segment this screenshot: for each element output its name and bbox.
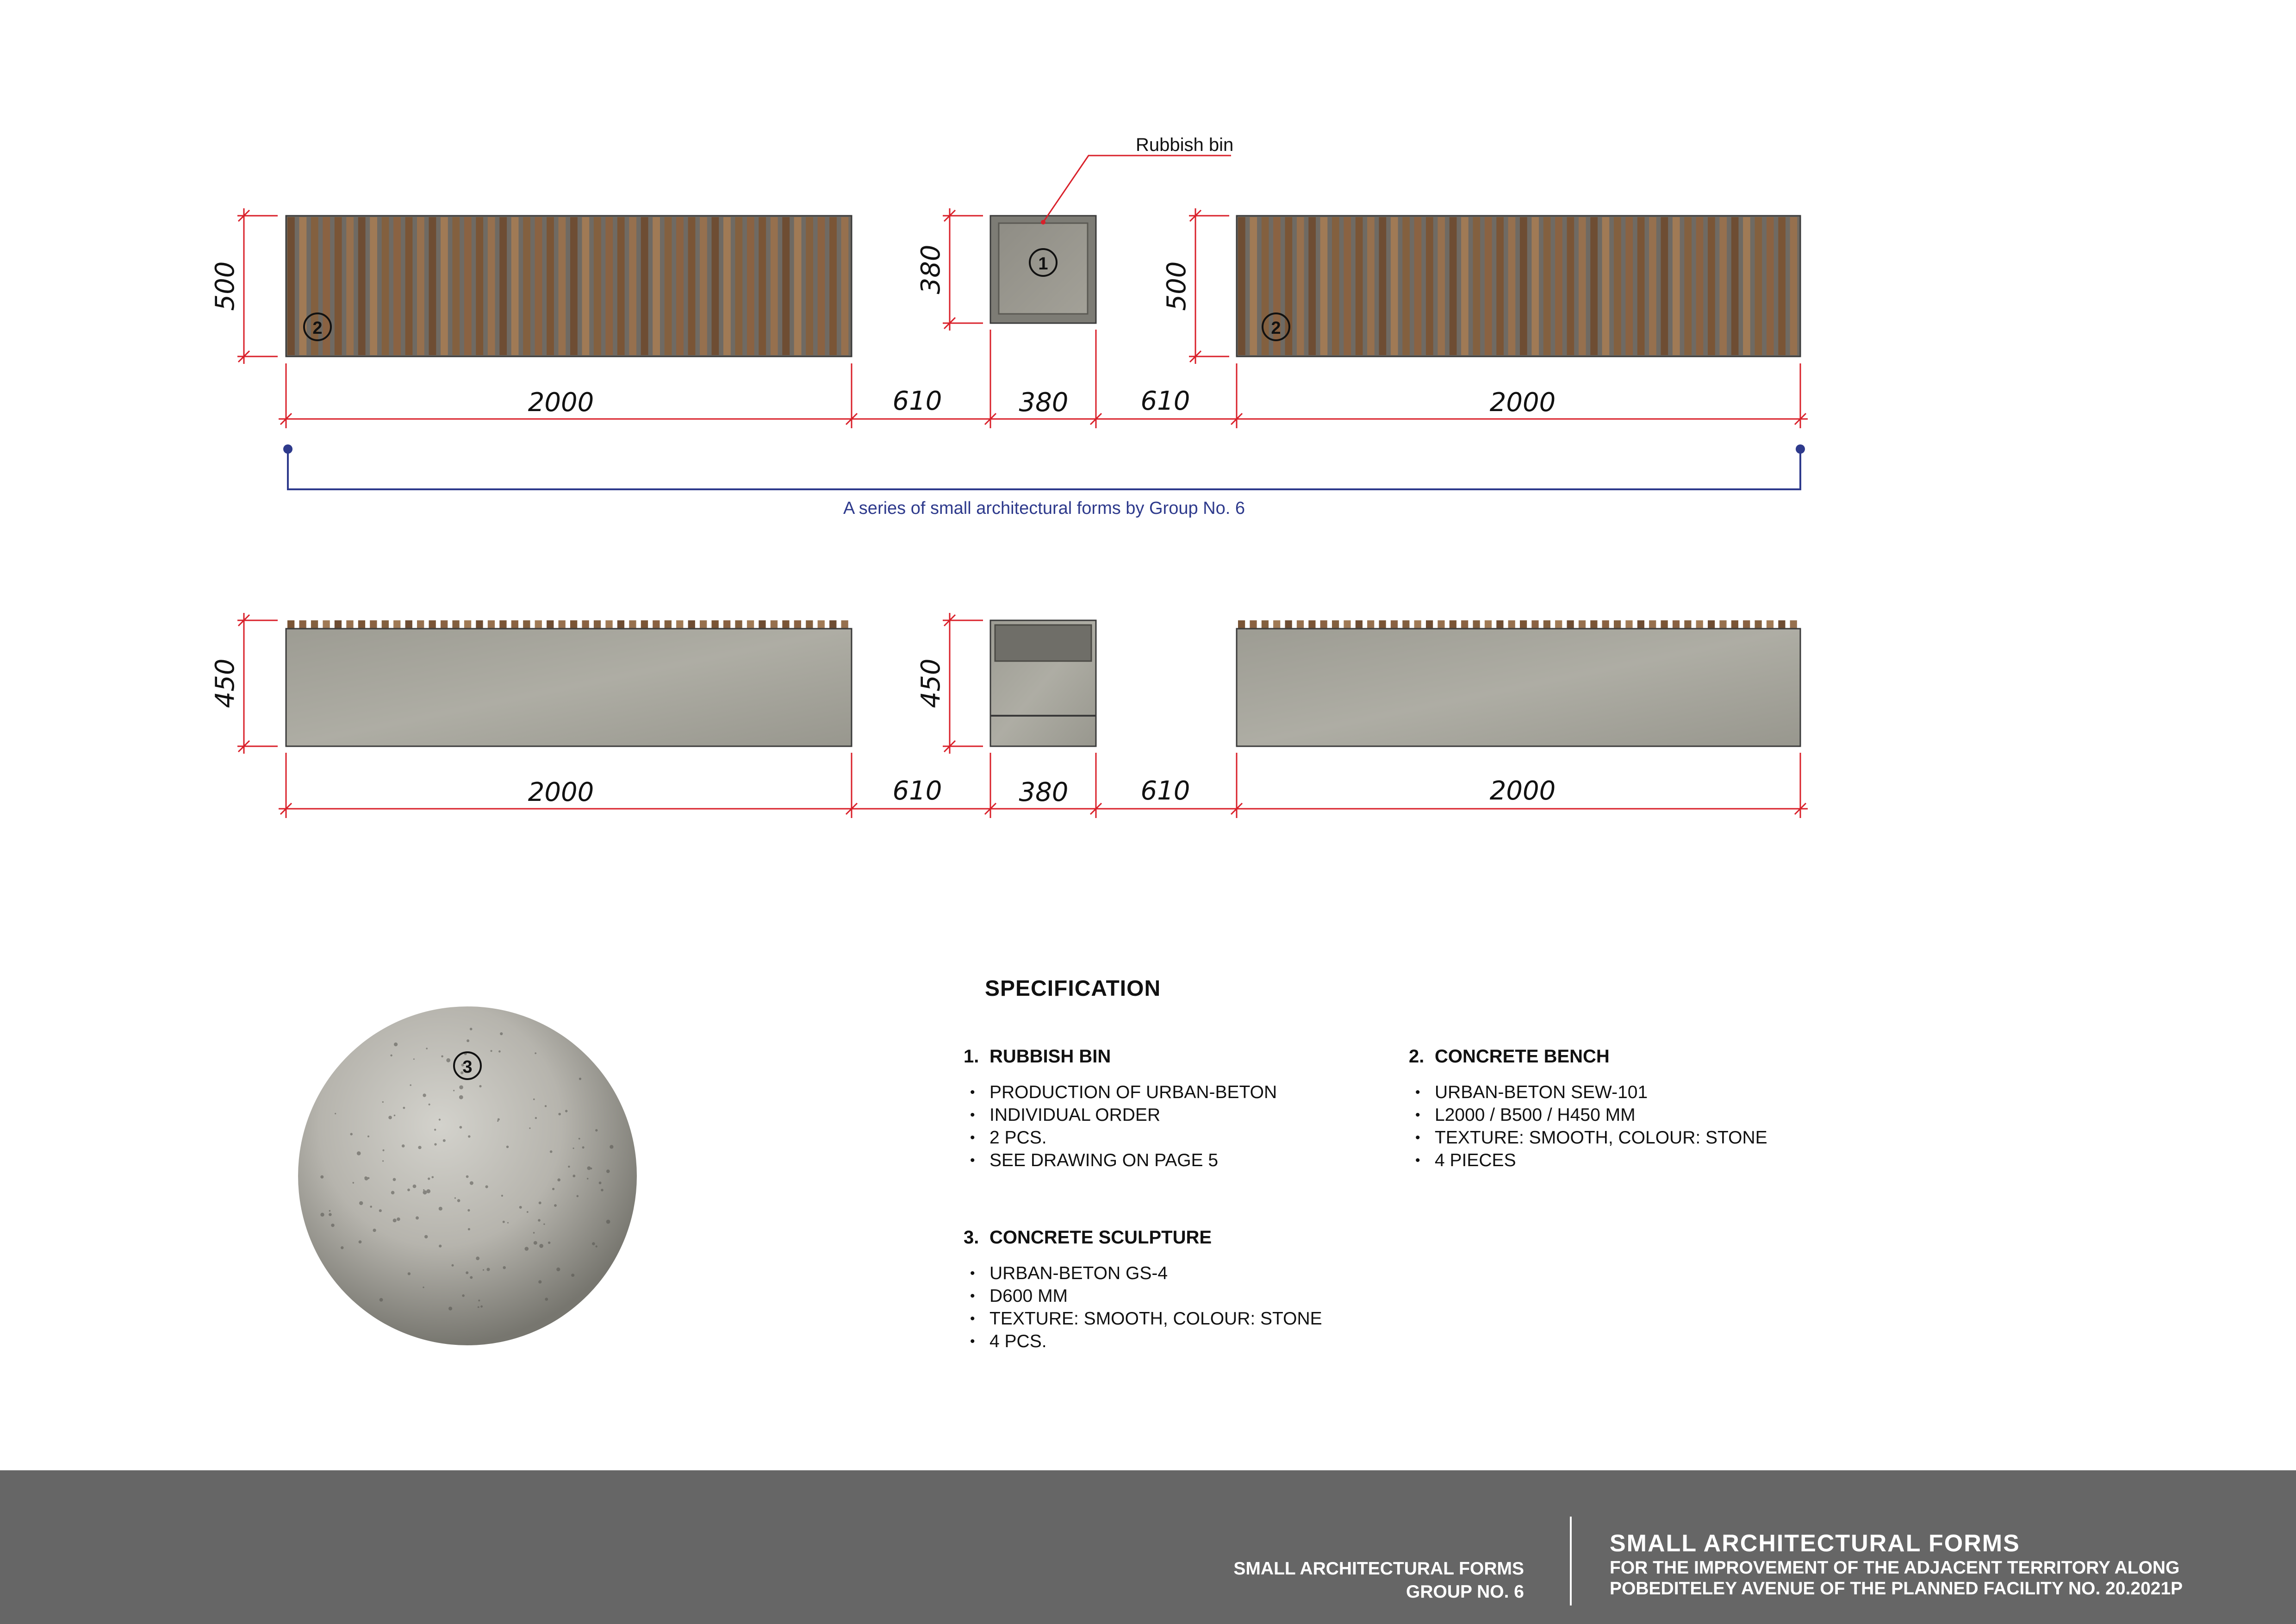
concrete-pore: [538, 1219, 541, 1222]
concrete-pore: [390, 1055, 392, 1056]
wood-slat: [1731, 217, 1739, 355]
concrete-pore: [577, 1195, 579, 1197]
concrete-pore: [479, 1085, 481, 1087]
wood-slat: [735, 217, 742, 355]
concrete-pore: [397, 1218, 400, 1221]
concrete-pore: [498, 1118, 500, 1121]
concrete-pore: [453, 1090, 454, 1091]
wood-slat: [1567, 217, 1574, 355]
footer-right: [1610, 1530, 2183, 1599]
concrete-pore: [426, 1048, 428, 1049]
wood-slat: [1391, 217, 1398, 355]
spec-item-concrete-sculpture: [964, 1227, 1426, 1353]
wood-slat: [747, 217, 754, 355]
wood-slat: [405, 217, 413, 355]
spec-detail: • D600 MM: [964, 1285, 1426, 1307]
dim-bin-width: 380: [1019, 387, 1069, 418]
concrete-pore: [539, 1244, 543, 1248]
concrete-pore: [410, 1084, 411, 1086]
concrete-pore: [596, 1245, 597, 1247]
wood-slat: [759, 217, 766, 355]
wood-slat: [1496, 217, 1504, 355]
wood-slat: [1755, 217, 1762, 355]
spec-detail: • SEE DRAWING ON PAGE 5: [964, 1149, 1426, 1172]
concrete-pore: [491, 1050, 492, 1052]
wood-slat: [771, 217, 778, 355]
spec-item-rubbish-bin: [964, 1046, 1426, 1172]
rubbish-bin-callout: [1041, 135, 1233, 225]
concrete-pore: [448, 1307, 452, 1311]
wood-slat: [1531, 217, 1539, 355]
concrete-pore: [402, 1144, 405, 1148]
concrete-pore: [466, 1271, 468, 1274]
concrete-pore: [550, 1150, 553, 1153]
spec-detail: • URBAN-BETON GS-4: [964, 1262, 1426, 1285]
wood-slat: [665, 217, 672, 355]
spec-name: CONCRETE SCULPTURE: [989, 1227, 1212, 1248]
concrete-pore: [341, 1246, 343, 1249]
dim-gap-left: 610: [892, 386, 942, 416]
wood-slat: [1297, 217, 1304, 355]
spec-name: CONCRETE BENCH: [1435, 1046, 1610, 1067]
wood-slat: [653, 217, 660, 355]
concrete-pore: [470, 1276, 473, 1279]
concrete-pore: [554, 1204, 557, 1207]
wood-slat: [335, 217, 342, 355]
wood-slat: [429, 217, 436, 355]
concrete-pore: [533, 1099, 535, 1100]
wood-slat: [1402, 217, 1410, 355]
concrete-pore: [426, 1189, 430, 1193]
dim-elev-bench-height: 450: [210, 658, 240, 708]
concrete-pore: [498, 1050, 501, 1053]
wood-slat: [1332, 217, 1339, 355]
concrete-pore: [556, 1268, 560, 1271]
concrete-pore: [587, 1178, 589, 1180]
title-block: [0, 1470, 2296, 1624]
concrete-pore: [394, 1115, 396, 1117]
concrete-pore: [545, 1105, 547, 1107]
concrete-pore: [382, 1101, 384, 1103]
wood-slat: [1778, 217, 1786, 355]
wood-slat: [417, 217, 424, 355]
wood-slat: [1238, 217, 1245, 355]
concrete-pore: [428, 1178, 430, 1180]
concrete-pore: [393, 1218, 397, 1222]
concrete-pore: [434, 1129, 436, 1131]
concrete-pore: [548, 1242, 550, 1244]
concrete-pore: [483, 1269, 484, 1271]
wood-slat: [1579, 217, 1586, 355]
concrete-pore: [485, 1185, 488, 1188]
wood-slat: [1320, 217, 1328, 355]
concrete-pore: [388, 1116, 392, 1119]
wood-slat: [594, 217, 601, 355]
plan-view: [210, 135, 1808, 518]
concrete-pore: [582, 1146, 585, 1149]
wood-slat: [570, 217, 578, 355]
group-bracket: [283, 444, 1805, 518]
concrete-pore: [439, 1245, 442, 1248]
sculpture-marker: 3: [462, 1057, 473, 1077]
wood-slat: [1625, 217, 1633, 355]
wood-slat: [1543, 217, 1551, 355]
concrete-pore: [601, 1189, 604, 1192]
concrete-pore: [533, 1232, 535, 1234]
wood-slat: [1344, 217, 1351, 355]
concrete-pore: [383, 1149, 385, 1151]
wood-slat: [476, 217, 483, 355]
concrete-pore: [573, 1148, 574, 1149]
footer-left: [1233, 1557, 1524, 1604]
wood-slat: [1767, 217, 1774, 355]
concrete-pore: [434, 1143, 436, 1145]
concrete-pore: [557, 1178, 560, 1181]
concrete-pore: [452, 1264, 454, 1267]
group-caption: A series of small architectural forms by Group No. 6: [843, 499, 1245, 518]
wood-slat: [535, 217, 542, 355]
concrete-pore: [503, 1221, 505, 1223]
concrete-pore: [468, 1135, 470, 1137]
spec-detail: • INDIVIDUAL ORDER: [964, 1104, 1426, 1126]
wood-slat: [1614, 217, 1621, 355]
concrete-pore: [359, 1201, 363, 1205]
concrete-pore: [538, 1280, 541, 1283]
concrete-pore: [403, 1107, 405, 1109]
wood-slat: [818, 217, 825, 355]
dim-gap-right: 610: [1140, 386, 1190, 416]
wood-slat: [617, 217, 625, 355]
wood-slat: [1696, 217, 1704, 355]
concrete-pore: [370, 1206, 372, 1208]
concrete-pore: [393, 1178, 396, 1181]
concrete-pore: [320, 1175, 324, 1179]
footer-subtitle-line1: FOR THE IMPROVEMENT OF THE ADJACENT TERRITORY ALONG: [1610, 1558, 2180, 1578]
concrete-pore: [373, 1229, 376, 1232]
concrete-pore: [568, 1166, 570, 1168]
concrete-pore: [529, 1127, 530, 1129]
wood-slat: [499, 217, 507, 355]
footer-title: SMALL ARCHITECTURAL FORMS: [1610, 1530, 2020, 1557]
concrete-pore: [459, 1085, 463, 1089]
wood-slat: [1461, 217, 1468, 355]
concrete-pore: [468, 1228, 470, 1230]
wood-slat: [841, 217, 849, 355]
spec-detail: • TEXTURE: SMOOTH, COLOUR: STONE: [964, 1307, 1426, 1330]
concrete-pore: [525, 1247, 529, 1251]
concrete-pore: [606, 1169, 610, 1173]
concrete-pore: [359, 1240, 362, 1243]
wood-slat: [1790, 217, 1798, 355]
wood-slat: [723, 217, 731, 355]
bench-marker-right: 2: [1271, 319, 1281, 338]
concrete-pore: [454, 1197, 456, 1199]
concrete-pore: [413, 1185, 417, 1188]
concrete-pore: [407, 1188, 410, 1191]
concrete-pore: [545, 1298, 548, 1301]
concrete-pore: [446, 1058, 450, 1062]
concrete-pore: [382, 1160, 384, 1162]
concrete-pore: [367, 1177, 369, 1179]
concrete-pore: [467, 1209, 470, 1212]
concrete-pore: [443, 1139, 446, 1142]
concrete-pore: [519, 1206, 522, 1209]
bench-right-elevation: [1237, 620, 1800, 746]
concrete-pore: [534, 1241, 537, 1245]
wood-slat: [1250, 217, 1257, 355]
wood-slat: [829, 217, 837, 355]
concrete-pore: [320, 1213, 324, 1217]
wood-slat: [641, 217, 648, 355]
wood-slat: [559, 217, 566, 355]
concrete-pore: [380, 1298, 383, 1302]
wood-slat: [605, 217, 613, 355]
wood-slat: [1450, 217, 1457, 355]
concrete-pore: [476, 1256, 479, 1260]
concrete-pore: [610, 1145, 613, 1149]
concrete-pore: [364, 1176, 367, 1179]
concrete-pore: [500, 1032, 503, 1035]
spec-detail: • URBAN-BETON SEW-101: [1409, 1081, 1872, 1104]
wood-slat: [441, 217, 448, 355]
concrete-pore: [329, 1213, 332, 1216]
wood-slat: [1379, 217, 1387, 355]
wood-slat: [452, 217, 460, 355]
concrete-pore: [478, 1299, 480, 1301]
concrete-pore: [486, 1268, 490, 1271]
concrete-pore: [418, 1146, 421, 1149]
concrete-pore: [424, 1235, 428, 1238]
dim-bench-length-left: 2000: [528, 387, 594, 418]
concrete-pore: [606, 1220, 610, 1224]
wood-slat: [806, 217, 813, 355]
concrete-pore: [439, 1118, 441, 1120]
dim-bench-length-right: 2000: [1489, 387, 1556, 418]
concrete-pore: [441, 1056, 443, 1058]
wood-slat: [287, 217, 295, 355]
wood-slat: [358, 217, 366, 355]
concrete-pore: [507, 1222, 509, 1224]
wood-slat: [1590, 217, 1598, 355]
footer-left-line2: GROUP NO. 6: [1406, 1582, 1524, 1602]
concrete-pore: [543, 1224, 545, 1225]
wood-slat: [1637, 217, 1645, 355]
dim-elev-bin-width: 380: [1019, 777, 1069, 807]
wood-slat: [370, 217, 377, 355]
concrete-pore: [503, 1266, 506, 1269]
concrete-pore: [565, 1110, 567, 1112]
concrete-pore: [595, 1129, 597, 1131]
wood-slat: [1673, 217, 1680, 355]
wood-slat: [382, 217, 389, 355]
concrete-pore: [579, 1138, 580, 1140]
wood-slat: [1661, 217, 1668, 355]
concrete-pore: [480, 1305, 483, 1308]
bench-left-elevation: [286, 620, 852, 746]
wood-slat: [1308, 217, 1316, 355]
concrete-pore: [552, 1188, 554, 1190]
concrete-pore: [413, 1058, 415, 1060]
concrete-pore: [571, 1274, 574, 1277]
concrete-pore: [592, 1242, 595, 1245]
spec-detail: • TEXTURE: SMOOTH, COLOUR: STONE: [1409, 1126, 1872, 1149]
concrete-pore: [470, 1181, 473, 1185]
wood-slat: [1414, 217, 1422, 355]
bench-left-plan: [286, 216, 852, 356]
footer-left-line1: SMALL ARCHITECTURAL FORMS: [1233, 1559, 1524, 1579]
concrete-pore: [590, 1168, 592, 1169]
wood-slat: [1649, 217, 1656, 355]
wood-slat: [1485, 217, 1492, 355]
elevation-view: [210, 613, 1808, 818]
bench-marker-left: 2: [312, 319, 323, 338]
specification-title: SPECIFICATION: [985, 976, 1161, 1001]
wood-slat: [1602, 217, 1610, 355]
dim-elev-bin-height: 450: [916, 658, 946, 708]
concrete-pore: [367, 1136, 369, 1137]
concrete-pore: [331, 1224, 334, 1227]
wood-slat: [511, 217, 519, 355]
wood-slat: [1356, 217, 1363, 355]
wood-slat: [700, 217, 707, 355]
wood-slat: [794, 217, 802, 355]
wood-slat: [1743, 217, 1750, 355]
dim-elev-bench-length-left: 2000: [528, 777, 594, 807]
concrete-pore: [506, 1146, 509, 1148]
concrete-pore: [558, 1113, 561, 1116]
concrete-pore: [423, 1287, 424, 1288]
wood-slat: [547, 217, 554, 355]
wood-slat: [346, 217, 354, 355]
callout-label: Rubbish bin: [1136, 135, 1234, 155]
dim-bench-height-right: 500: [1162, 261, 1192, 311]
concrete-pore: [459, 1095, 463, 1099]
concrete-pore: [539, 1201, 541, 1204]
concrete-pore: [353, 1182, 355, 1184]
concrete-pore: [416, 1216, 419, 1219]
wood-slat: [1555, 217, 1562, 355]
concrete-pore: [350, 1133, 353, 1135]
concrete-pore: [462, 1294, 465, 1297]
wood-slat: [1719, 217, 1727, 355]
spec-number: 3.: [964, 1227, 979, 1248]
concrete-sphere: [298, 1006, 637, 1345]
concrete-pore: [478, 1306, 479, 1308]
spec-detail: • PRODUCTION OF URBAN-BETON: [964, 1081, 1426, 1104]
bin-marker: 1: [1038, 254, 1048, 274]
bin-plan: [990, 216, 1096, 323]
concrete-pore: [535, 1117, 537, 1119]
concrete-pore: [527, 1211, 529, 1213]
concrete-pore: [429, 1104, 430, 1106]
dim-bin-height: 380: [916, 244, 946, 294]
concrete-pore: [470, 1028, 473, 1031]
concrete-pore: [394, 1043, 398, 1046]
wood-slat: [712, 217, 719, 355]
spec-name: RUBBISH BIN: [989, 1046, 1111, 1067]
concrete-pore: [579, 1078, 581, 1080]
dim-elev-bench-length-right: 2000: [1489, 776, 1556, 806]
wood-slat: [1426, 217, 1433, 355]
concrete-pore: [329, 1210, 331, 1212]
spec-number: 2.: [1409, 1046, 1425, 1067]
concrete-pore: [391, 1191, 395, 1194]
concrete-pore: [357, 1151, 361, 1156]
wood-slat: [676, 217, 684, 355]
wood-slat: [523, 217, 530, 355]
bench-right-plan: [1237, 216, 1800, 356]
wood-slat: [1367, 217, 1375, 355]
wood-slat: [488, 217, 495, 355]
wood-slat: [393, 217, 401, 355]
wood-slat: [1473, 217, 1481, 355]
concrete-pore: [587, 1166, 591, 1170]
concrete-pore: [432, 1176, 434, 1179]
footer-divider: [1570, 1517, 1572, 1605]
wood-slat: [464, 217, 472, 355]
spec-number: 1.: [964, 1046, 979, 1067]
concrete-pore: [535, 1052, 536, 1054]
concrete-pore: [423, 1190, 427, 1194]
wood-slat: [782, 217, 790, 355]
wood-slat: [688, 217, 696, 355]
wood-slat: [1684, 217, 1692, 355]
concrete-pore: [439, 1207, 442, 1211]
concrete-pore: [572, 1174, 575, 1177]
concrete-pore: [457, 1199, 460, 1202]
concrete-pore: [379, 1209, 382, 1212]
wood-slat: [1508, 217, 1516, 355]
wood-slat: [1520, 217, 1527, 355]
concrete-pore: [467, 1039, 469, 1042]
spec-detail: • L2000 / B500 / H450 MM: [1409, 1104, 1872, 1126]
concrete-pore: [599, 1181, 602, 1184]
spec-item-concrete-bench: [1409, 1046, 1872, 1172]
dim-elev-gap-left: 610: [892, 776, 942, 806]
spec-detail: • 4 PCS.: [964, 1330, 1426, 1353]
wood-slat: [582, 217, 590, 355]
concrete-pore: [460, 1126, 462, 1129]
concrete-pore: [466, 1175, 469, 1178]
dim-elev-gap-right: 610: [1140, 776, 1190, 806]
concrete-pore: [408, 1272, 411, 1275]
concrete-pore: [423, 1093, 426, 1097]
dim-bench-height-left: 500: [210, 261, 240, 311]
concrete-pore: [501, 1195, 503, 1197]
wood-slat: [629, 217, 636, 355]
footer-subtitle-line2: POBEDITELEY AVENUE OF THE PLANNED FACILITY NO. 20.2021P: [1610, 1579, 2183, 1599]
concrete-pore: [335, 1113, 336, 1114]
bin-elevation: [990, 620, 1096, 746]
wood-slat: [1437, 217, 1445, 355]
wood-slat: [1708, 217, 1715, 355]
spec-detail: • 2 PCS.: [964, 1126, 1426, 1149]
spec-detail: • 4 PIECES: [1409, 1149, 1872, 1172]
